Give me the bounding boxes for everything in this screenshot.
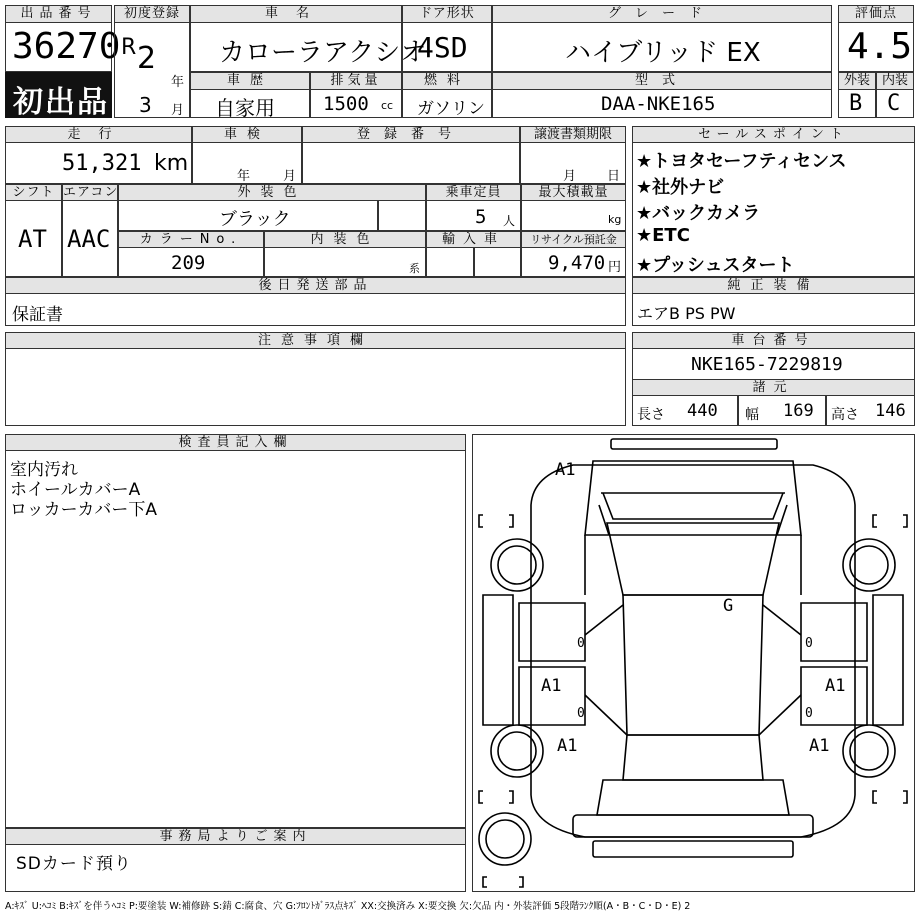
chassis-number: NKE165-7229819 [691, 354, 843, 375]
inspection-year-unit: 年 [237, 169, 251, 184]
inspector-note: ホイールカバーA [10, 480, 141, 500]
import-cell-right [474, 247, 521, 277]
sales-points-cell [632, 142, 915, 277]
chassis-label: 車台番号 [632, 332, 915, 349]
import-label: 輸入車 [426, 231, 521, 248]
damage-mark: A1 [825, 676, 846, 696]
inspection-label: 車検 [192, 126, 302, 143]
capacity-cell [426, 200, 521, 231]
car-outline-diagram [473, 435, 914, 891]
recycle-cell [521, 247, 626, 277]
shift: AT [18, 225, 47, 253]
mileage-label: 走行 [5, 126, 192, 143]
width: 169 [783, 401, 814, 421]
interior-grade-label: 内装 [876, 72, 914, 90]
displacement: 1500 [323, 93, 369, 115]
recycle-unit: 円 [608, 260, 622, 275]
model-cell [492, 89, 832, 118]
transfer-deadline-cell [520, 142, 626, 184]
registration-number-cell [302, 142, 520, 184]
legend: A:ｷｽﾞ U:ﾍｺﾐ B:ｷｽﾞを伴うﾍｺﾐ P:要塗装 W:補修跡 S:錆 C:腐食、穴 G:ﾌﾛﾝﾄｶﾞﾗｽ点ｷｽﾞ XX:交換済み X:要交換 欠:欠品 内・外装評価 5段階ﾗﾝｸ順(A・B・C・D・E) 2 [5, 901, 691, 912]
car-name: カローラアクシオ [219, 38, 427, 68]
inspector-notes-cell [5, 450, 466, 828]
fuel-cell [402, 89, 492, 118]
specs-label: 諸元 [632, 379, 915, 396]
damage-mark: A1 [541, 676, 562, 696]
car-name-cell [190, 22, 427, 72]
grade: ハイブリッド EX [565, 38, 761, 68]
width-cell [738, 395, 826, 426]
mileage-cell [5, 142, 192, 184]
inspection-cell [192, 142, 302, 184]
max-load-label: 最大積載量 [521, 184, 626, 201]
height: 146 [875, 401, 906, 421]
capacity-label: 乗車定員 [426, 184, 521, 201]
sales-points-label: セールスポイント [632, 126, 915, 143]
score-cell [838, 22, 914, 72]
shift-cell [5, 200, 62, 277]
width-label: 幅 [745, 407, 759, 423]
displacement-label: 排気量 [310, 72, 402, 90]
ac-label: エアコン [63, 185, 119, 200]
inspector-note: 室内汚れ [10, 460, 78, 480]
history-label: 車歴 [190, 72, 310, 90]
inspection-month-unit: 月 [283, 169, 297, 184]
office-notice-cell [5, 844, 466, 892]
model-code: DAA-NKE165 [601, 93, 716, 115]
office-notice-label: 事務局よりご案内 [5, 828, 466, 845]
sales-point: ★社外ナビ [636, 177, 725, 198]
first-listing-badge [5, 72, 112, 118]
length-cell [632, 395, 738, 426]
color-number-cell [118, 247, 264, 277]
interior-color-unit: 系 [409, 262, 420, 275]
mileage: 51,321 [62, 151, 142, 176]
capacity: 5 [475, 206, 487, 228]
first-registration-label: 初度登録 [114, 5, 190, 23]
history-cell [190, 89, 310, 118]
lot-number-label: 出品番号 [5, 5, 112, 23]
exterior-color-extra-cell [378, 200, 426, 231]
displacement-cell [310, 89, 402, 118]
damage-mark: A1 [809, 736, 830, 756]
svg-text:0: 0 [577, 636, 585, 651]
height-label: 高さ [831, 407, 859, 423]
score: 4.5 [847, 26, 913, 67]
registration-number-label: 登録番号 [302, 126, 520, 143]
svg-text:0: 0 [805, 636, 813, 651]
color-number: 209 [171, 252, 206, 274]
recycle-fee: 9,470 [548, 252, 606, 274]
year-unit: 年 [171, 75, 185, 90]
first-registration-cell [114, 22, 190, 118]
sales-point: ★トヨタセーフティセンス [636, 151, 847, 172]
max-load-unit: kg [608, 213, 622, 226]
sales-point: ★ETC [636, 225, 690, 246]
fuel-label: 燃料 [402, 72, 492, 90]
transfer-day-unit: 日 [607, 169, 621, 184]
sales-point: ★プッシュスタート [636, 255, 795, 276]
damage-mark: A1 [557, 736, 578, 756]
length: 440 [687, 401, 718, 421]
caution-cell [5, 348, 626, 426]
capacity-unit: 人 [503, 214, 516, 228]
exterior-grade: B [849, 91, 863, 116]
era-letter: R [121, 35, 137, 60]
door-type: 4SD [417, 31, 468, 64]
recycle-label: リサイクル預託金 [521, 231, 626, 248]
door-cell [402, 22, 492, 72]
height-cell [826, 395, 915, 426]
fuel: ガソリン [417, 99, 485, 119]
equipment-label: 純正装備 [632, 277, 915, 294]
office-notice: SDカード預り [16, 854, 132, 874]
door-label: ドア形状 [402, 5, 492, 23]
mileage-unit: km [154, 151, 189, 176]
max-load-cell [521, 200, 626, 231]
month-unit: 月 [171, 103, 185, 118]
lot-number-cell [5, 22, 121, 72]
lot-number: 36270 [12, 26, 121, 67]
transfer-month-unit: 月 [563, 169, 577, 184]
exterior-color-cell [118, 200, 378, 231]
interior-grade: C [887, 91, 901, 116]
chassis-cell [632, 348, 915, 380]
length-label: 長さ [637, 407, 665, 423]
exterior-grade-cell [838, 89, 876, 118]
damage-mark: A1 [555, 460, 576, 480]
registration-month: 3 [139, 93, 152, 117]
exterior-color: ブラック [219, 209, 291, 230]
car-name-label: 車名 [190, 5, 402, 23]
exterior-color-label: 外装色 [118, 184, 426, 201]
docs: 保証書 [12, 305, 63, 325]
history: 自家用 [215, 96, 275, 120]
equipment-cell [632, 293, 915, 326]
interior-color-cell [264, 247, 426, 277]
caution-label: 注意事項欄 [5, 332, 626, 349]
color-number-label: カラーNo. [118, 231, 264, 248]
import-cell-left [426, 247, 474, 277]
docs-label: 後日発送部品 [5, 277, 626, 294]
score-label: 評価点 [838, 5, 914, 23]
ac: AAC [67, 225, 111, 253]
equipment: エアB PS PW [637, 304, 736, 323]
inspector-note: ロッカーカバー下A [10, 500, 157, 520]
damage-mark: G [723, 596, 734, 616]
interior-grade-cell [876, 89, 914, 118]
damage-diagram [472, 434, 915, 892]
svg-text:0: 0 [577, 706, 585, 721]
interior-color-label: 内装色 [264, 231, 426, 248]
grade-cell [492, 22, 832, 72]
svg-text:0: 0 [805, 706, 813, 721]
shift-label: シフト [5, 184, 62, 201]
docs-cell [5, 293, 626, 326]
registration-year: 2 [137, 41, 157, 76]
ac-cell [62, 200, 118, 277]
inspector-notes-label: 検査員記入欄 [5, 434, 466, 451]
grade-label: グレード [492, 5, 832, 23]
exterior-grade-label: 外装 [838, 72, 876, 90]
first-listing-text: 初出品 [13, 85, 109, 120]
transfer-deadline-label: 譲渡書類期限 [520, 126, 626, 143]
sales-point: ★バックカメラ [636, 203, 761, 224]
model-label: 型式 [492, 72, 832, 90]
displacement-unit: cc [381, 99, 394, 112]
